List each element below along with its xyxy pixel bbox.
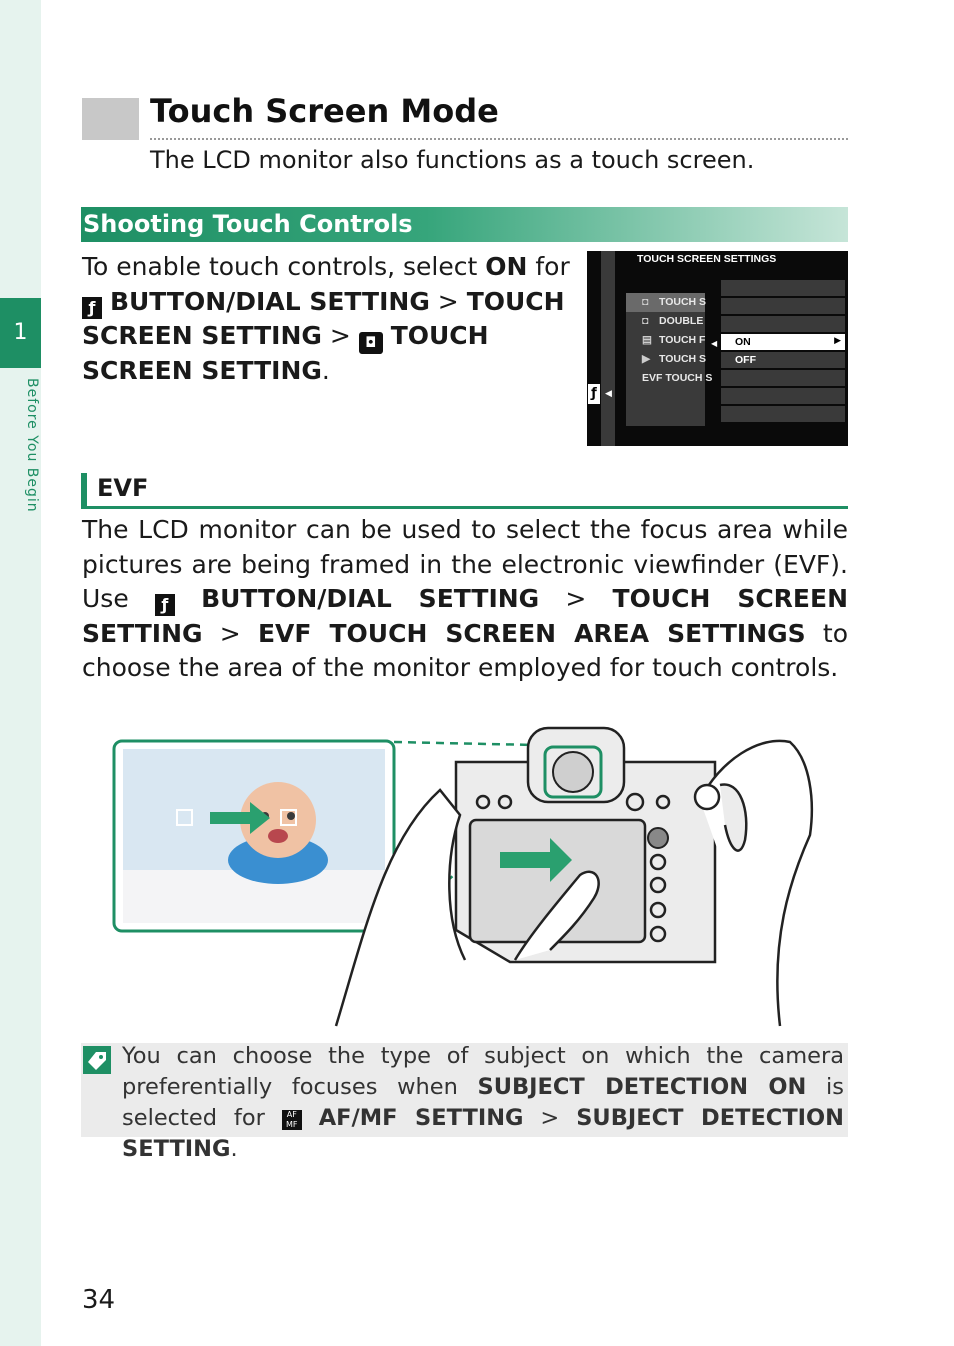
evf-text: The LCD monitor can be used to select the focus area while pictures are being framed in the electronic viewfinder (EVF). Use <box>82 515 848 613</box>
lcd-menu-item-label: TOUCH F <box>659 334 706 346</box>
note-af-mf-setting: AF/MF SETTING <box>318 1105 524 1131</box>
menu-path-touch-screen: TOUCH SCREEN SETTING <box>82 584 849 648</box>
eyepiece-icon <box>553 752 593 792</box>
note-subject-detection-setting: SUBJECT DETECTION SETTING <box>122 1105 845 1162</box>
lcd-option-off <box>721 352 845 368</box>
camera-illustration <box>110 720 830 1030</box>
lcd-options-panel <box>721 280 845 424</box>
fingertip <box>695 785 719 809</box>
evf-marker <box>81 473 87 506</box>
evf-underline <box>81 506 848 509</box>
lcd-option-label: OFF <box>735 354 756 366</box>
lcd-option-row <box>721 316 845 332</box>
lcd-option-label: ON <box>735 336 751 348</box>
camera-icon: ◘ <box>642 296 649 308</box>
lcd-option-row <box>721 280 845 296</box>
chapter-number: 1 <box>0 298 41 368</box>
evf-text: to choose the area of the monitor employed for touch controls. <box>82 618 848 682</box>
camera-icon: ◘ <box>642 315 649 327</box>
lcd-menu-item-label: EVF TOUCH S <box>642 372 713 384</box>
playback-icon: ▶ <box>642 353 651 365</box>
chevron-right-icon: ▶ <box>834 336 841 346</box>
chapter-label: Before You Begin <box>24 378 40 513</box>
note-icon <box>83 1046 111 1074</box>
lcd-menu-item <box>626 312 705 331</box>
right-hand <box>700 741 812 1026</box>
lcd-menu-item <box>626 293 705 312</box>
chevron-left-icon: ◀ <box>605 389 612 399</box>
page-subtitle: The LCD monitor also functions as a touch screen. <box>150 146 755 174</box>
sidebar <box>0 0 41 1346</box>
wrench-icon: ƒ <box>588 384 600 404</box>
menu-path-button-dial: BUTTON/DIAL SETTING <box>201 584 540 613</box>
af-mf-icon: AF MF <box>282 1110 302 1130</box>
lcd-menu-screenshot <box>587 251 848 446</box>
lcd-option-row <box>721 406 845 422</box>
title-marker <box>82 98 139 140</box>
lcd-menu-item-label: TOUCH S <box>659 296 707 308</box>
intro-end: . <box>321 356 330 385</box>
intro-text: for <box>527 252 570 281</box>
lcd-title: TOUCH SCREEN SETTINGS <box>637 253 777 265</box>
menu-path-touch-screen-setting: TOUCH SCREEN SETTING <box>82 321 489 385</box>
on-value: ON <box>485 252 528 281</box>
lcd-menu-item-label: DOUBLE <box>659 315 704 327</box>
evf-heading: EVF <box>97 474 149 502</box>
lcd-option-on <box>721 334 845 350</box>
title-divider <box>150 138 848 140</box>
lcd-option-row <box>721 370 845 386</box>
camera-icon: ◘ <box>359 332 383 354</box>
wrench-icon: ƒ <box>155 594 175 616</box>
lcd-menu-item-label: TOUCH S <box>659 353 707 365</box>
menu-path-evf-area: EVF TOUCH SCREEN AREA SETTINGS <box>257 618 806 648</box>
evf-link-line <box>394 742 535 745</box>
path-separator: > <box>321 321 359 350</box>
note-text-part: is selected for <box>122 1074 844 1131</box>
evf-paragraph <box>82 513 848 686</box>
path-separator: > <box>429 286 467 316</box>
lcd-menu-item <box>626 331 705 350</box>
lcd-option-row <box>721 388 845 404</box>
note-subject-detection: SUBJECT DETECTION ON <box>477 1074 807 1100</box>
lcd-option-row <box>721 298 845 314</box>
lcd-menu-item <box>626 350 705 369</box>
page-title: Touch Screen Mode <box>150 92 499 130</box>
note-text <box>122 1041 844 1165</box>
page-number: 34 <box>82 1285 116 1315</box>
intro-text: To enable touch controls, select <box>82 252 486 281</box>
lcd-side-strip <box>601 251 615 446</box>
path-separator: > <box>202 618 258 648</box>
path-separator: > <box>539 584 613 613</box>
focus-lever-icon <box>648 828 668 848</box>
menu-path-button-dial: BUTTON/DIAL SETTING <box>109 286 430 316</box>
path-separator: > <box>523 1105 577 1131</box>
section-title: Shooting Touch Controls <box>83 210 413 238</box>
intro-paragraph <box>82 250 572 389</box>
note-end: . <box>230 1136 238 1162</box>
menu-path-touch-screen: TOUCH SCREEN SETTING <box>82 286 565 350</box>
movie-icon: ▤ <box>642 334 652 346</box>
wrench-icon: ƒ <box>82 297 102 319</box>
baby-eye <box>287 812 295 820</box>
baby-mouth <box>268 829 288 843</box>
lcd-menu-item <box>626 369 713 388</box>
chevron-left-icon: ◀ <box>711 339 718 348</box>
note-text-part: You can choose the type of subject on which the camera preferentially focuses when <box>122 1043 844 1100</box>
